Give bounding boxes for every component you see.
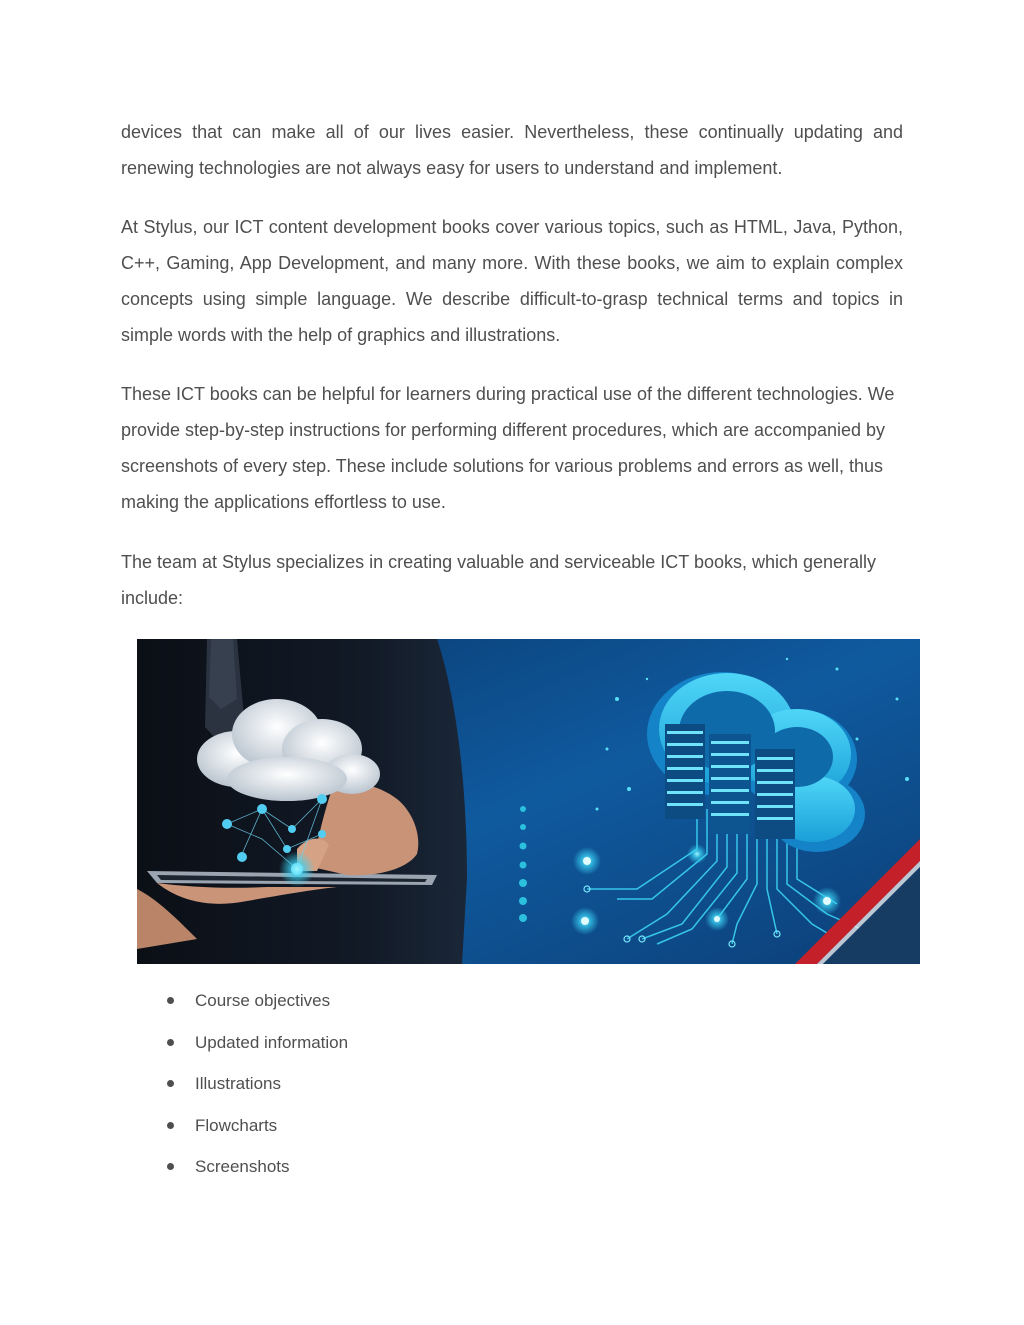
bullet-text: Illustrations <box>195 1074 281 1093</box>
bullet-icon <box>167 1163 174 1170</box>
cloud-computing-illustration-icon <box>137 639 920 964</box>
bullet-text: Flowcharts <box>195 1115 278 1135</box>
bullet-text: Updated information <box>195 1032 349 1052</box>
bullet-icon <box>167 1080 174 1087</box>
bullet-text: Course objectives <box>195 991 331 1010</box>
bullet-icon <box>167 1122 174 1129</box>
cloud-computing-banner-image <box>137 639 920 964</box>
paragraph-team-intro: The team at Stylus specializes in creating valuable and serviceable ICT books, which generally include: <box>121 552 877 608</box>
bullet-icon <box>167 997 174 1004</box>
paragraph-practical-use: These ICT books can be helpful for learners during practical use of the different technologies. We provide step-by-step instructions for performing different procedures, which are accompanied by screenshots of every step. These include solutions for various problems and errors as well, thus making the applications effortless to use. <box>121 384 895 512</box>
bullet-icon <box>167 1039 174 1046</box>
paragraph-intro-continuation: devices that can make all of our lives easier. Nevertheless, these continually updating and renewing technologies are not always easy for users to understand and implement. <box>121 122 903 178</box>
bullet-text: Screenshots <box>195 1157 290 1176</box>
paragraph-stylus-topics: At Stylus, our ICT content development books cover various topics, such as HTML, Java, Python, C++, Gaming, App Development, and many more. With these books, we aim to explain complex concepts using simple language. We describe difficult-to-grasp technical terms and topics in simple words with the help of graphics and illustrations. <box>121 217 903 345</box>
